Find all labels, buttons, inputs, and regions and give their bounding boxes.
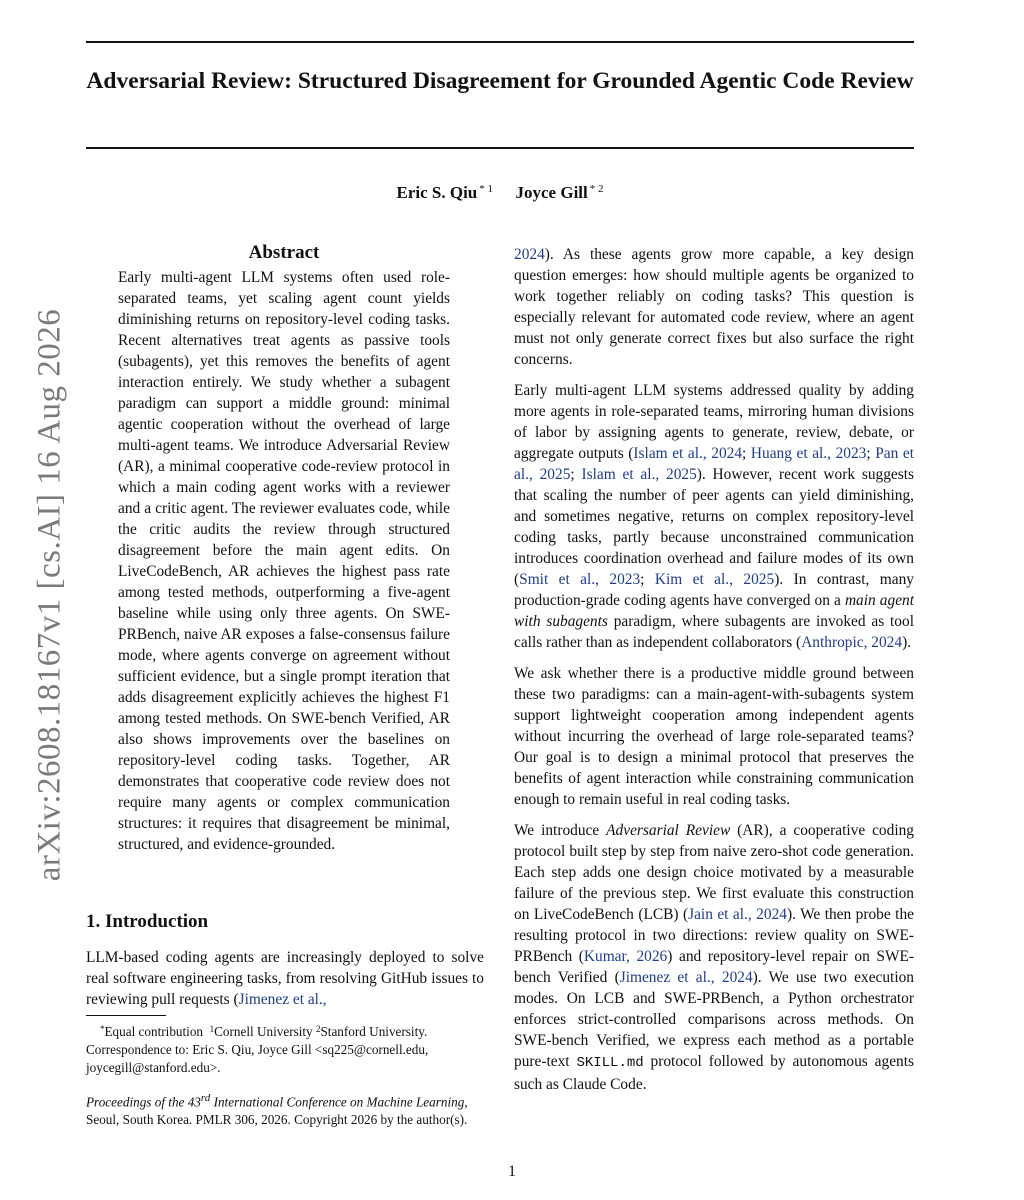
- citation-link[interactable]: Huang et al., 2023: [750, 445, 867, 462]
- proceedings-text: International Conference on Machine Learning: [210, 1094, 465, 1110]
- proceedings-suffix: rd: [200, 1092, 211, 1104]
- citation-link[interactable]: Kumar, 2026: [583, 948, 668, 965]
- arxiv-identifier: arXiv:2608.18167v1 [cs.AI] 16 Aug 2026: [31, 308, 68, 882]
- author-name: Eric S. Qiu: [396, 183, 478, 202]
- intro-text: paradigm, where subagents are invoked as tool calls rather than as independent collaborators (: [514, 613, 914, 651]
- proceedings-note: [86, 1089, 484, 1129]
- intro-paragraph: [514, 820, 914, 1095]
- intro-paragraph: [86, 947, 484, 1010]
- citation-link[interactable]: 2024: [514, 246, 545, 263]
- intro-right-column: [514, 244, 914, 1105]
- intro-text: ). As these agents grow more capable, a key design question emerges: how should multiple agents be organized to work together reliably on coding tasks? This question is especially relevant for automated code review, where an agent must not only generate correct fixes but also surface the right concerns.: [514, 246, 914, 368]
- citation-link[interactable]: Islam et al., 2024: [633, 445, 743, 462]
- intro-paragraph: [514, 244, 914, 370]
- intro-text: protocol followed by autonomous agents such as Claude Code.: [514, 1053, 914, 1093]
- citation-link[interactable]: Islam et al., 2025: [581, 466, 697, 483]
- intro-text: ). In contrast, many production-grade coding agents have converged on a: [514, 571, 914, 609]
- title-rule-top: [86, 41, 914, 43]
- citation-link[interactable]: Jain et al., 2024: [688, 906, 787, 923]
- author-mark: * 2: [589, 183, 604, 195]
- footnote-correspondence: Correspondence to: Eric S. Qiu, Joyce Gill <sq225@cornell.edu, joycegill@stanford.edu>.: [86, 1042, 429, 1075]
- abstract-body: [118, 267, 450, 855]
- citation-link[interactable]: Jimenez et al.,: [238, 991, 327, 1008]
- footnote-rule: [86, 1015, 166, 1016]
- intro-text: Early multi-agent LLM systems addressed quality by adding more agents in role-separated teams, mirroring human divisions of labor by assigning agents to generate, review, debate, or aggregate outputs (: [514, 382, 914, 462]
- footnote-equal-contribution: Equal contribution: [104, 1024, 204, 1039]
- intro-text: LLM-based coding agents are increasingly deployed to solve real software engineering tasks, from resolving GitHub issues to reviewing pull requests (: [86, 949, 484, 1008]
- citation-link[interactable]: Pan et al., 2025: [514, 445, 915, 483]
- citation-link[interactable]: Jimenez et al., 2024: [619, 969, 753, 986]
- code-text: SKILL.md: [576, 1055, 644, 1071]
- intro-text: ) and repository-level repair on SWE-bench Verified (: [514, 948, 914, 986]
- citation-link[interactable]: Anthropic, 2024: [801, 634, 903, 651]
- intro-text: ).: [902, 634, 912, 651]
- author-name: Joyce Gill: [515, 183, 588, 202]
- section-heading-introduction: 1. Introduction: [86, 911, 209, 932]
- emphasis-text: Adversarial Review: [606, 822, 731, 839]
- abstract-heading: Abstract: [248, 242, 320, 263]
- footnote-affiliation: Stanford University.: [320, 1024, 428, 1039]
- author-mark: * 1: [479, 183, 494, 195]
- intro-text: ). We use two execution modes. On LCB and SWE-PRBench, a Python orchestrator enforces strict-controlled comparisons across methods. On SWE-bench Verified, we express each method as a portable pure-text: [514, 969, 914, 1070]
- footnote: *Equal contribution $^1$Cornell University $^2$Stanford University. Correspondence to: Eric S. Qiu, Joyce Gill <sq225@cornell.edu, joycegill@stanford.edu>.: [86, 1024, 429, 1075]
- intro-paragraph: Early multi-agent LLM systems addressed quality by adding more agents in role-separated teams, mirroring human divisions of labor by assigning agents to generate, review, debate, or aggregate outputs (Islam et al., 2024; Huang et al., 2023; Pan et al., 2025; Islam et al., 2025). However, recent work suggests that scaling the number of peer agents can yield diminishing, and sometimes negative, returns on complex repository-level coding tasks, partly because unconstrained communication introduces coordination overhead and failure modes of its own (Smit et al., 2023; Kim et al., 2025). In contrast, many production-grade coding agents have converged on a main agent with subagents paradigm, where subagents are invoked as tool calls rather than as independent collaborators (Anthropic, 2024).: [514, 382, 915, 651]
- title-rule-bottom: [86, 147, 914, 149]
- footnote-affiliation: Cornell University: [214, 1024, 313, 1039]
- proceedings-text: , Seoul, South Korea. PMLR 306, 2026. Copyright 2026 by the author(s).: [86, 1094, 468, 1128]
- intro-text: ). However, recent work suggests that scaling the number of peer agents can yield diminishing, and sometimes negative, returns on complex repository-level coding tasks, partly because unconstrained communication introduces coordination overhead and failure modes of its own (: [514, 466, 914, 588]
- emphasis-text: main agent with subagents: [514, 592, 915, 630]
- page-number: 1: [508, 1163, 516, 1180]
- intro-text: ). We then probe the resulting protocol in two directions: review quality on SWE-PRBench (: [514, 906, 914, 965]
- abstract-text: Early multi-agent LLM systems often used role-separated teams, yet scaling agent count yields diminishing returns on repository-level coding tasks. Recent alternatives treat agents as passive tools (subagents), yet this removes the benefits of agent interaction entirely. We study whether a subagent paradigm can support a middle ground: minimal agentic cooperation without the overhead of large multi-agent teams. We introduce Adversarial Review (AR), a minimal cooperative code-review protocol in which a main coding agent works with a reviewer and a critic agent. The reviewer evaluates code, while the critic audits the review through structured disagreement before the main agent edits. On LiveCodeBench, AR achieves the highest pass rate among tested methods, outperforming a five-agent baseline while using only three agents. On SWE-PRBench, naive AR exposes a false-consensus failure mode, where agents converge on agreement without sufficient evidence, but a single prompt iteration that adds disagreement explicitly achieves the highest F1 among tested methods. On SWE-bench Verified, AR also shows improvements over the baselines on repository-level coding tasks. Together, AR demonstrates that cooperative code review does not require many agents or complex communication structures: it requires that disagreement be minimal, structured, and evidence-grounded.: [118, 269, 450, 853]
- proceedings-number: 43: [187, 1094, 201, 1110]
- proceedings-text: Proceedings of the: [86, 1094, 188, 1110]
- author-list: [86, 183, 914, 203]
- intro-text: We introduce: [514, 822, 607, 839]
- intro-text: (AR), a cooperative coding protocol built step by step from naive zero-shot code generation. Each step adds one design choice motivated by a measurable failure of the previous step. We first evaluate this construction on LiveCodeBench (LCB) (: [514, 822, 914, 923]
- intro-paragraph: We ask whether there is a productive middle ground between these two paradigms: can a main-agent-with-subagents system support lightweight cooperation among independent agents without incurring the overhead of large role-separated teams? Our goal is to design a minimal protocol that preserves the benefits of agent interaction while constraining communication enough to remain useful in real coding tasks.: [514, 665, 914, 808]
- intro-left-column: [86, 947, 484, 1010]
- citation-link[interactable]: Kim et al., 2025: [654, 571, 775, 588]
- citation-link[interactable]: Smit et al., 2023: [519, 571, 641, 588]
- paper-title: Adversarial Review: Structured Disagreement for Grounded Agentic Code Review: [86, 68, 914, 94]
